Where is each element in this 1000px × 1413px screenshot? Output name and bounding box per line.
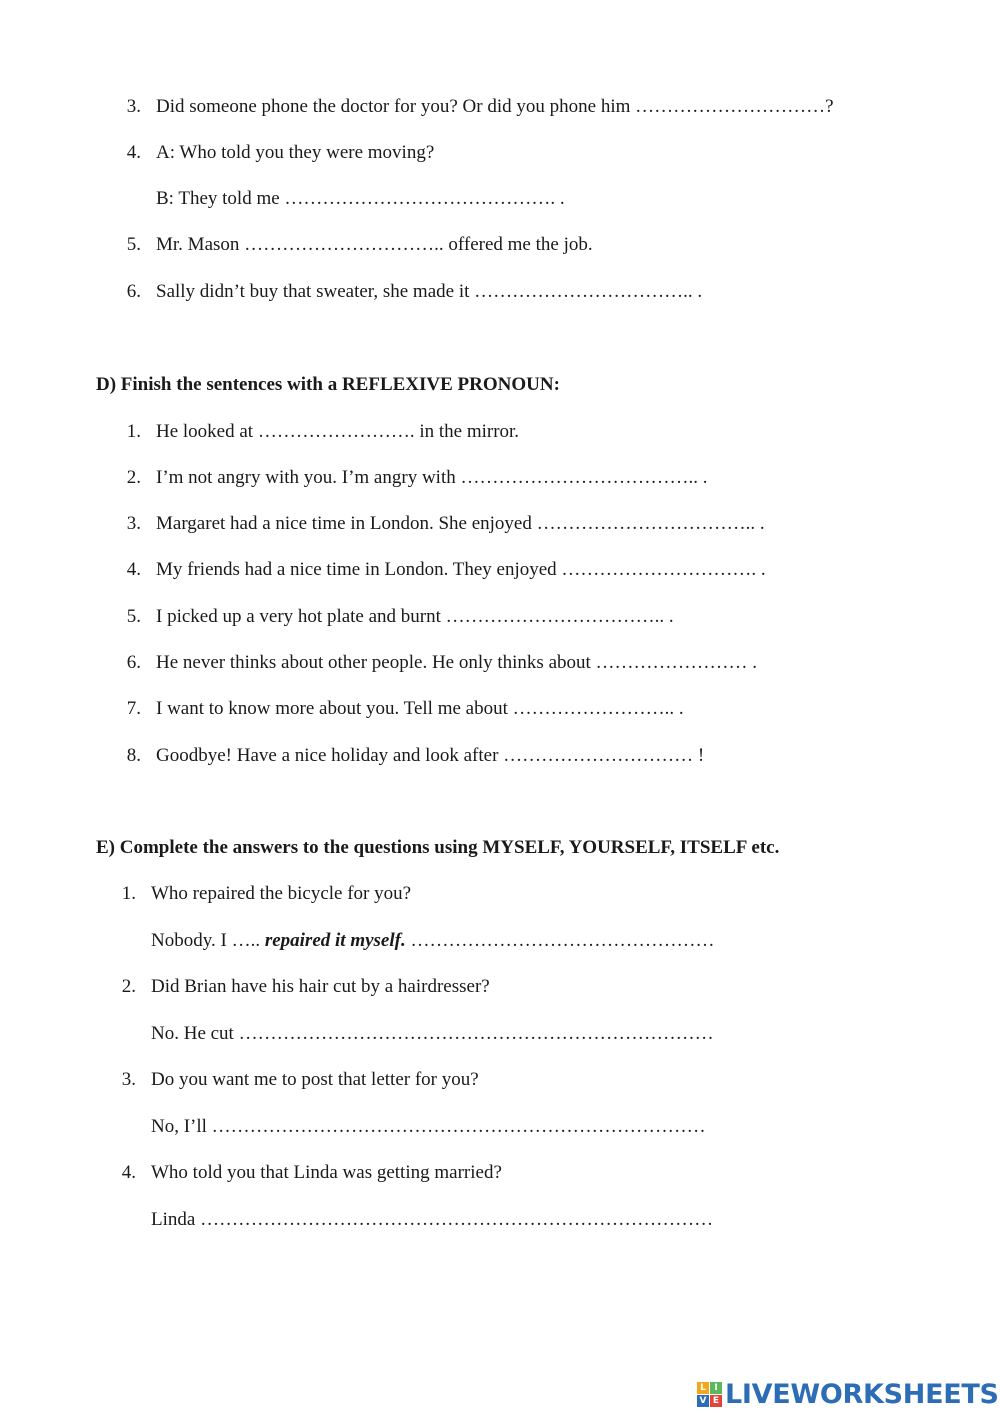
exercise-question: Do you want me to post that letter for you? [151, 1069, 479, 1090]
exercise-sentence: My friends had a nice time in London. They enjoyed …………………………. . [156, 559, 766, 580]
exercise-sentence: I picked up a very hot plate and burnt …………………………….. . [156, 606, 674, 627]
item-number: 1. [121, 883, 136, 904]
exercise-question: Did Brian have his hair cut by a hairdresser? [151, 976, 490, 997]
exercise-question: Who repaired the bicycle for you? [151, 883, 412, 904]
logo-text: LIVEWORKSHEETS [725, 1378, 999, 1410]
item-number: 2. [121, 976, 136, 997]
answer-example: repaired it myself. [264, 930, 406, 951]
exercise-answer-line: No. He cut ………………………………………………………………… [151, 1023, 714, 1044]
liveworksheets-logo[interactable] [697, 1378, 999, 1410]
logo-mark-icon [697, 1382, 722, 1407]
exercise-sentence: He never thinks about other people. He only thinks about …………………… . [156, 652, 758, 673]
exercise-sentence: A: Who told you they were moving? [156, 142, 435, 163]
exercise-sentence: He looked at ……………………. in the mirror. [156, 421, 520, 442]
item-number: 4. [121, 1162, 136, 1183]
exercise-sentence: Sally didn’t buy that sweater, she made it …………………………….. . [156, 281, 703, 302]
exercise-answer-line: No, I’ll …………………………………………………………………… [151, 1116, 706, 1137]
section-e-heading: E) Complete the answers to the questions using MYSELF, YOURSELF, ITSELF etc. [96, 837, 780, 858]
item-number: 8. [126, 745, 141, 766]
item-number: 5. [126, 234, 141, 255]
exercise-question: Who told you that Linda was getting married? [151, 1162, 502, 1183]
answer-blank: ………………………………………… [405, 930, 715, 951]
item-number: 6. [126, 281, 141, 302]
exercise-sentence: Goodbye! Have a nice holiday and look after ………………………… ! [156, 745, 705, 766]
exercise-answer-line: Linda ……………………………………………………………………… [151, 1209, 714, 1230]
exercise-sentence: Did someone phone the doctor for you? Or did you phone him …………………………? [156, 96, 834, 117]
logo-square: E [710, 1395, 722, 1407]
item-number: 5. [126, 606, 141, 627]
item-number: 4. [126, 559, 141, 580]
logo-square: L [697, 1382, 709, 1394]
exercise-sentence: I want to know more about you. Tell me about …………………….. . [156, 698, 684, 719]
item-number: 7. [126, 698, 141, 719]
exercise-sentence: I’m not angry with you. I’m angry with ……………………………….. . [156, 467, 708, 488]
logo-square: I [710, 1382, 722, 1394]
item-number: 3. [126, 96, 141, 117]
item-number: 3. [126, 513, 141, 534]
item-number: 2. [126, 467, 141, 488]
exercise-sentence: B: They told me ……………………………………. . [156, 188, 565, 209]
exercise-sentence: Mr. Mason ………………………….. offered me the job. [156, 234, 593, 255]
item-number: 3. [121, 1069, 136, 1090]
item-number: 6. [126, 652, 141, 673]
exercise-sentence: Margaret had a nice time in London. She enjoyed …………………………….. . [156, 513, 765, 534]
item-number: 1. [126, 421, 141, 442]
answer-prefix: Nobody. I ….. [151, 930, 265, 951]
exercise-answer-line [151, 930, 714, 952]
logo-square: V [697, 1395, 709, 1407]
item-number: 4. [126, 142, 141, 163]
section-d-heading: D) Finish the sentences with a REFLEXIVE PRONOUN: [96, 374, 560, 395]
